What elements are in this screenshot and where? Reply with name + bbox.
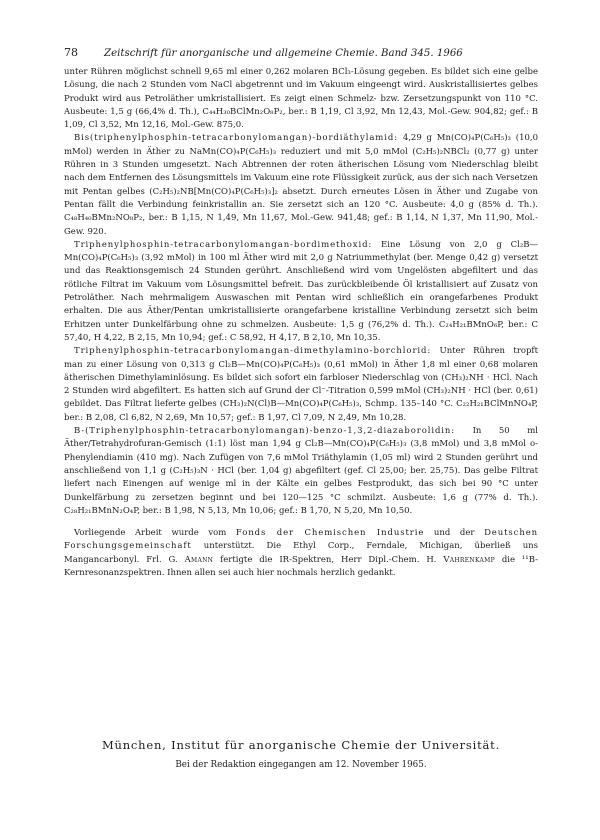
- paragraph-continuation: [64, 66, 538, 132]
- compound-title: B-(Triphenylphosphin-tetracarbonylomangan)-benzo-1,3,2-diazaborolidin:: [74, 426, 456, 437]
- ack-text: und der: [424, 528, 485, 539]
- ack-text: Vorliegende Arbeit wurde vom: [74, 528, 236, 539]
- institute-line: München, Institut für anorganische Chemie der Universität.: [101, 738, 501, 752]
- compound-title: Triphenylphosphin-tetracarbonylomangan-bordimethoxid:: [74, 239, 373, 250]
- page-number: 78: [64, 46, 78, 59]
- paragraph-bordimethoxid: [64, 239, 538, 345]
- journal-title: Zeitschrift für anorganische und allgemeine Chemie. Band 345. 1966: [104, 48, 463, 59]
- running-header: [64, 46, 534, 60]
- funding-org: Deutschen Forschungsgemeinschaft: [64, 528, 539, 552]
- paragraph-text: Eine Lösung von 2,0 g Cl₂B—Mn(CO)₄P(C₆H₅)₃ (3,92 mMol) in 100 ml Äther wird mit 2,0 g Natriummethylat (ber. Menge 0,42 g) versetzt und das Reaktionsgemisch 24 Stunden gerührt. Anschließend wird vom Ungelösten abgefiltert und das rötliche Filtrat im Vakuum vom Lösungsmittel befreit. Das zurückbleibende Öl kristallisiert auf Zusatz von Petroläther. Nach mehrmaligem Auswaschen mit Pentan wird schließlich ein orangefarbenes Produkt erhalten. Die aus Äther/Pentan umkristallisierte orangefarbene kristalline Verbindung zersetzt sich beim Erhitzen unter Dunkelfärbung ohne zu schmelzen. Ausbeute: 1,5 g (76,2% d. Th.). C₂₄H₂₁BMnO₆P, ber.: C 57,40, H 4,22, B 2,15, Mn 10,94; gef.: C 58,92, H 4,17, B 2,10, Mn 10,35.: [64, 239, 538, 343]
- paragraph-text: Unter Rühren tropft man zu einer Lösung von 0,313 g Cl₂B—Mn(CO)₄P(C₆H₅)₃ (0,61 mMol) in Äther 1,8 ml einer 0,68 molaren ätherischen Dimethylaminlösung. Es bildet sich sofort ein farbloser Niederschlag von (CH₃)₂NH · HCl. Nach 2 Stunden wird abgefiltert. Es hatten sich auf Grund der Cl⁻-Titration 0,599 mMol (CH₃)₂NH · HCl (ber. 0,61) gebildet. Das Filtrat lieferte gelbes (CH₃)₂N(Cl)B—Mn(CO)₄P(C₆H₅)₃, Schmp. 135–140 °C. C₂₂H₂₁BClMnNO₄P, ber.: B 2,08, Cl 6,82, N 2,69, Mn 10,57; gef.: B 1,97, Cl 7,09, N 2,49, Mn 10,28.: [64, 346, 538, 423]
- paragraph-text: In 50 ml Äther/Tetrahydrofuran-Gemisch (1:1) löst man 1,94 g Cl₂B—Mn(CO)₄P(C₆H₅)₃ (3,8 mMol) und 3,8 mMol o-Phenylendiamin (410 mg). Nach Zufügen von 7,6 mMol Triäthylamin (1,05 ml) wird 2 Stunden gerührt und anschließend von 1,1 g (C₂H₅)₃N · HCl (ber. 1,04 g) abgefiltert (gef. Cl 25,00; ber. 25,75). Das gelbe Filtrat liefert nach Einengen auf wenige ml in der Kälte ein gelbes Festprodukt, das sich bei 90 °C unter Dunkelfärbung zu zersetzen beginnt und bei 120—125 °C schmilzt. Ausbeute: 1,6 g (77% d. Th.). C₂₈H₂₁BMnN₂O₄P, ber.: B 1,98, N 5,13, Mn 10,06; gef.: B 1,70, N 5,20, Mn 10,50.: [64, 426, 538, 516]
- person-name: Amann: [184, 554, 214, 565]
- paragraph-bordiaethylamid: [64, 132, 538, 238]
- ack-text: unterstützt. Die Ethyl Corp., Ferndale, Michigan, überließ uns Mangancarbonyl. Frl. G.: [64, 541, 538, 565]
- paragraph-text: 4,29 g Mn(CO)₄P(C₆H₅)₃ (10,0 mMol) werden in Äther zu NaMn(CO)₄P(C₆H₅)₃ reduziert und mit 5,0 mMol (C₂H₅)₂NBCl₂ (0,77 g) unter Rühren in 3 Stunden umgesetzt. Nach Abtrennen der roten ätherischen Lösung vom Niederschlag bleibt nach dem Entfernen des Lösungsmittels im Vakuum eine rote Flüssigkeit zurück, aus der sich nach Versetzen mit Pentan gelbes (C₂H₅)₂NB[Mn(CO)₄P(C₆H₅)₃]₂ absetzt. Durch erneutes Lösen in Äther und Zugabe von Pentan fällt die Verbindung feinkristallin an. Sie zersetzt sich an 120 °C. Ausbeute: 4,0 g (85% d. Th.). C₄₈H₄₀BMn₂NO₈P₂, ber.: B 1,15, N 1,49, Mn 11,67, Mol.-Gew. 941,48; gef.: B 1,14, N 1,37, Mn 11,90, Mol.-Gew. 920.: [64, 133, 538, 237]
- paragraph-text: unter Rühren möglichst schnell 9,65 ml einer 0,262 molaren BCl₃-Lösung gegeben. Es bildet sich eine gelbe Lösung, die nach 2 Stunden vom NaCl abgetrennt und im Vakuum eingeengt wird. Auskristallisiertes gelbes Produkt wird aus Petroläther umkristallisiert. Es zeigt einen Schmelz- bzw. Zersetzungspunkt von 110 °C. Ausbeute: 1,5 g (66,4% d. Th.), C₄₄H₃₀BClMn₂O₈P₂, ber.: B 1,19, Cl 3,92, Mn 12,43, Mol.-Gew. 904,82; gef.: B 1,09, Cl 3,52, Mn 12,16, Mol.-Gew. 875,0.: [64, 67, 538, 131]
- article-body: [64, 66, 538, 580]
- funding-org: Fonds der Chemischen Industrie: [235, 528, 425, 539]
- ack-text: fertigte die IR-Spektren, Herr Dipl.-Chem. H.: [213, 554, 444, 565]
- ack-text: die ¹¹B-Kernresonanzspektren. Ihnen allen sei auch hier nochmals herzlich gedankt.: [64, 554, 538, 578]
- received-line: Bei der Redaktion eingegangen am 12. November 1965.: [175, 760, 427, 770]
- paragraph-diazaborolidin: [64, 425, 538, 518]
- paragraph-dimethylamino-borchlorid: [64, 345, 538, 425]
- compound-title: Bis(triphenylphosphin-tetracarbonylomangan)-bordiäthylamid:: [74, 133, 398, 144]
- person-name: Vahrenkamp: [443, 554, 495, 565]
- compound-title: Triphenylphosphin-tetracarbonylomangan-dimethylamino-borchlorid:: [74, 346, 432, 357]
- acknowledgement: [64, 527, 538, 580]
